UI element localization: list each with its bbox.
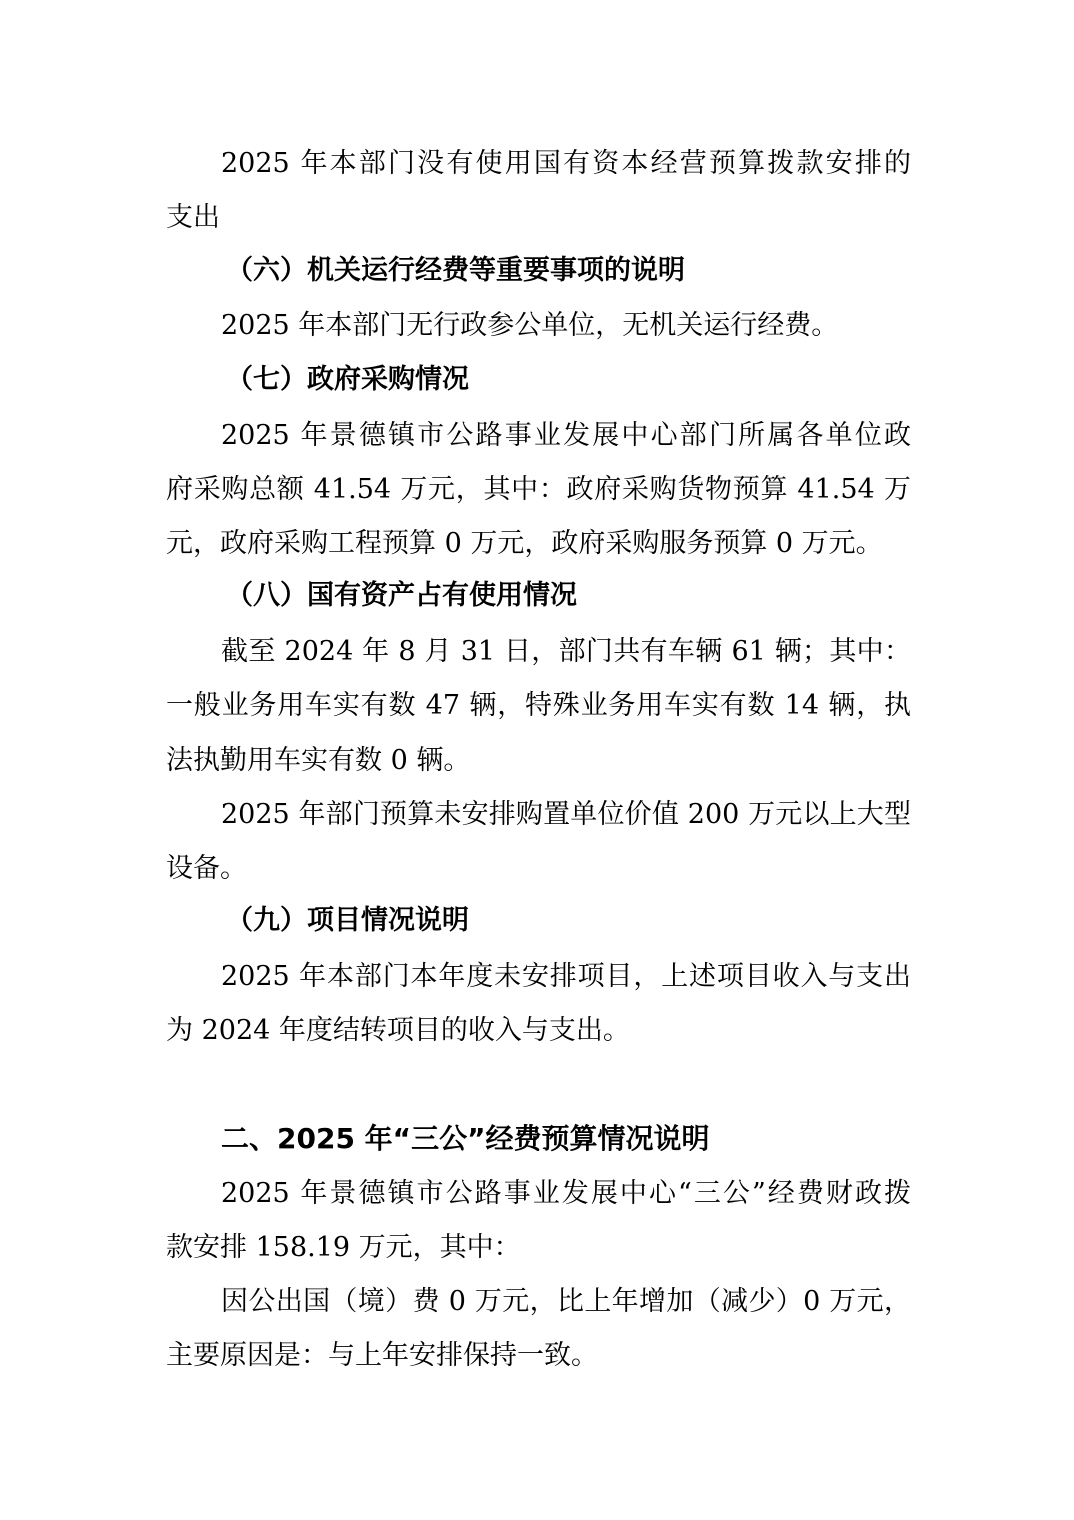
- paragraph-line: 府采购总额 41.54 万元，其中：政府采购货物预算 41.54 万: [166, 474, 911, 505]
- paragraph-line: 截至 2024 年 8 月 31 日，部门共有车辆 61 辆；其中：: [221, 636, 911, 667]
- paragraph-line: 2025 年景德镇市公路事业发展中心部门所属各单位政: [221, 420, 911, 451]
- paragraph-line: 元，政府采购工程预算 0 万元，政府采购服务预算 0 万元。: [166, 528, 883, 559]
- paragraph-line: 设备。: [166, 853, 247, 884]
- paragraph-line: 2025 年景德镇市公路事业发展中心“三公”经费财政拨: [221, 1178, 911, 1209]
- subsection-heading-8: （八）国有资产占有使用情况: [226, 580, 577, 611]
- section-heading-2: 二、2025 年“三公”经费预算情况说明: [221, 1122, 710, 1155]
- paragraph-line: 2025 年本部门本年度未安排项目，上述项目收入与支出: [221, 961, 911, 992]
- paragraph-line: 支出: [166, 202, 220, 233]
- subsection-heading-7: （七）政府采购情况: [226, 364, 469, 395]
- subsection-heading-6: （六）机关运行经费等重要事项的说明: [226, 255, 685, 286]
- paragraph-line: 款安排 158.19 万元，其中：: [166, 1232, 521, 1263]
- paragraph-line: 2025 年部门预算未安排购置单位价值 200 万元以上大型: [221, 799, 911, 830]
- paragraph-line: 一般业务用车实有数 47 辆，特殊业务用车实有数 14 辆，执: [166, 690, 911, 721]
- paragraph-line: 主要原因是：与上年安排保持一致。: [166, 1340, 598, 1371]
- paragraph-line: 因公出国（境）费 0 万元，比上年增加（减少）0 万元，: [221, 1286, 911, 1317]
- paragraph-line: 法执勤用车实有数 0 辆。: [166, 745, 471, 776]
- paragraph-line: 2025 年本部门无行政参公单位，无机关运行经费。: [221, 310, 839, 341]
- subsection-heading-9: （九）项目情况说明: [226, 905, 469, 936]
- paragraph-line: 2025 年本部门没有使用国有资本经营预算拨款安排的: [221, 148, 911, 179]
- paragraph-line: 为 2024 年度结转项目的收入与支出。: [166, 1015, 630, 1046]
